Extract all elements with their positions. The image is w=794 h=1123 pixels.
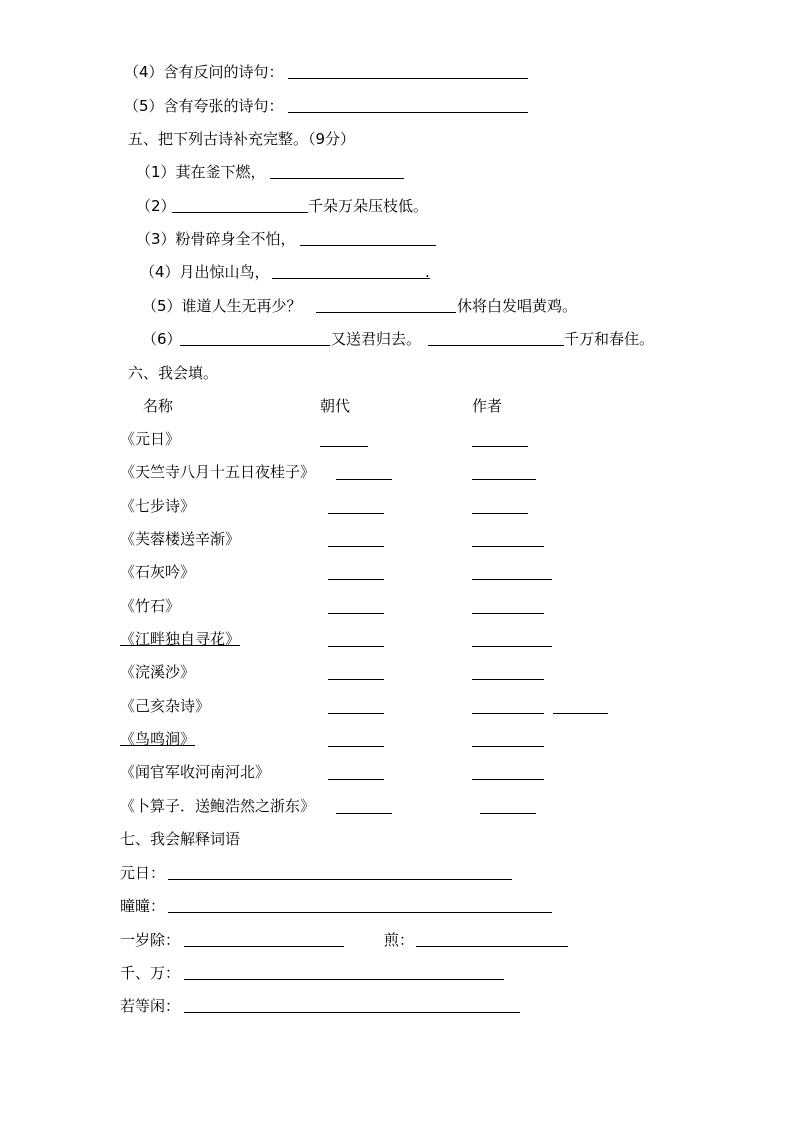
- dynasty-blank[interactable]: [328, 646, 384, 647]
- word-qianwan-blank[interactable]: [184, 979, 504, 980]
- q4-label: （4）含有反问的诗句：: [124, 63, 284, 81]
- author-blank[interactable]: [472, 713, 544, 714]
- s5-q6-tail: 千万和春住。: [564, 330, 655, 348]
- q5-answer-blank[interactable]: [288, 112, 528, 113]
- poem-title: 《己亥杂诗》: [120, 697, 211, 715]
- poem-title: 《竹石》: [120, 597, 181, 615]
- author-blank[interactable]: [472, 579, 552, 580]
- dynasty-blank[interactable]: [328, 579, 384, 580]
- author-blank-extra[interactable]: [553, 713, 608, 714]
- q4-answer-blank[interactable]: [288, 78, 528, 79]
- s5-q1-label: （1）萁在釜下燃，: [136, 163, 266, 181]
- word-ruodengxian-label: 若等闲：: [120, 997, 181, 1015]
- s5-q2-label: （2）: [136, 197, 176, 215]
- dynasty-blank[interactable]: [328, 746, 384, 747]
- poem-title: 《元日》: [120, 430, 181, 448]
- word-tongtong-label: 曈曈：: [120, 897, 166, 915]
- word-yuanri-blank[interactable]: [168, 879, 512, 880]
- author-blank[interactable]: [472, 646, 552, 647]
- s5-q6-blank-2[interactable]: [428, 345, 564, 346]
- dynasty-blank[interactable]: [328, 713, 384, 714]
- header-author: 作者: [472, 397, 503, 415]
- s5-q3-label: （3）粉骨碎身全不怕，: [136, 230, 296, 248]
- s5-q2-blank[interactable]: [172, 212, 308, 213]
- poem-title: 《浣溪沙》: [120, 663, 196, 681]
- q5-label: （5）含有夸张的诗句：: [124, 97, 284, 115]
- author-blank[interactable]: [472, 746, 544, 747]
- s5-q6-label: （6）: [142, 330, 182, 348]
- poem-title: 《卜算子．送鲍浩然之浙东》: [120, 797, 316, 815]
- section5-title: 五、把下列古诗补充完整。（9分）: [128, 130, 356, 148]
- s5-q4-end: .: [425, 263, 430, 281]
- author-blank[interactable]: [472, 779, 544, 780]
- poem-title: 《鸟鸣涧》: [120, 730, 196, 748]
- word-jian-blank[interactable]: [416, 946, 568, 947]
- dynasty-blank[interactable]: [328, 513, 384, 514]
- s5-q3-blank[interactable]: [300, 245, 436, 246]
- poem-title: 《七步诗》: [120, 497, 196, 515]
- dynasty-blank[interactable]: [328, 679, 384, 680]
- poem-title: 《芙蓉楼送辛渐》: [120, 530, 241, 548]
- s5-q6-mid: 又送君归去。: [331, 330, 422, 348]
- poem-title: 《天竺寺八月十五日夜桂子》: [120, 463, 316, 481]
- dynasty-blank[interactable]: [336, 813, 392, 814]
- author-blank[interactable]: [472, 513, 528, 514]
- section6-title: 六、我会填。: [128, 364, 219, 382]
- author-blank[interactable]: [472, 446, 528, 447]
- s5-q2-tail: 千朵万朵压枝低。: [308, 197, 429, 215]
- word-yisuichu-label: 一岁除：: [120, 931, 181, 949]
- author-blank[interactable]: [472, 613, 544, 614]
- author-blank[interactable]: [472, 546, 544, 547]
- s5-q6-blank-1[interactable]: [180, 345, 330, 346]
- s5-q5-label: （5）谁道人生无再少？: [142, 297, 302, 315]
- dynasty-blank[interactable]: [328, 613, 384, 614]
- word-ruodengxian-blank[interactable]: [184, 1012, 520, 1013]
- poem-title: 《闻官军收河南河北》: [120, 763, 271, 781]
- dynasty-blank[interactable]: [336, 479, 392, 480]
- poem-title: 《江畔独自寻花》: [120, 630, 241, 648]
- author-blank[interactable]: [480, 813, 536, 814]
- header-name: 名称: [143, 397, 174, 415]
- word-tongtong-blank[interactable]: [168, 912, 552, 913]
- s5-q5-tail: 休将白发唱黄鸡。: [457, 297, 578, 315]
- dynasty-blank[interactable]: [320, 446, 368, 447]
- poem-title: 《石灰吟》: [120, 563, 196, 581]
- s5-q5-blank[interactable]: [316, 312, 456, 313]
- word-yisuichu-blank[interactable]: [184, 946, 344, 947]
- author-blank[interactable]: [472, 679, 544, 680]
- s5-q1-blank[interactable]: [270, 178, 404, 179]
- dynasty-blank[interactable]: [328, 779, 384, 780]
- author-blank[interactable]: [472, 479, 536, 480]
- header-dynasty: 朝代: [320, 397, 351, 415]
- word-jian-label: 煎：: [384, 931, 415, 949]
- dynasty-blank[interactable]: [328, 546, 384, 547]
- s5-q4-blank[interactable]: [272, 278, 430, 279]
- section7-title: 七、我会解释词语: [120, 830, 241, 848]
- word-qianwan-label: 千、万：: [120, 964, 181, 982]
- word-yuanri-label: 元日：: [120, 864, 166, 882]
- s5-q4-label: （4）月出惊山鸟，: [140, 263, 270, 281]
